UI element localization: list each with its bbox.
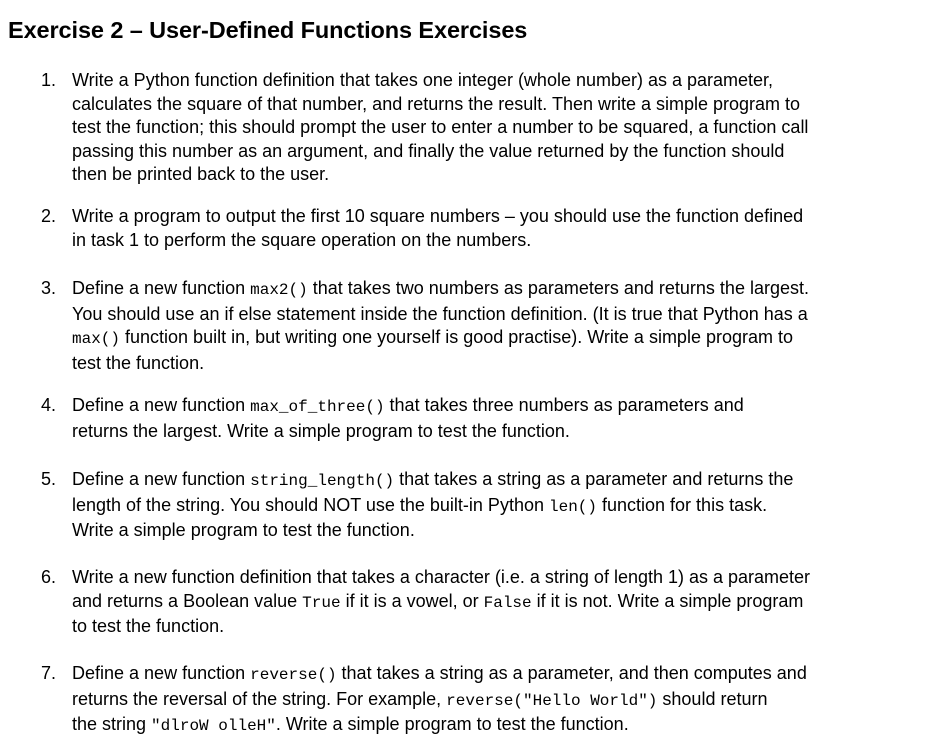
exercise-line bbox=[72, 494, 912, 520]
exercise-line bbox=[72, 116, 912, 140]
exercise-text bbox=[72, 468, 912, 543]
exercise-line bbox=[72, 326, 912, 352]
text-segment: test the function; this should prompt the user to enter a number to be squared, a function call bbox=[72, 117, 809, 137]
exercise-line bbox=[72, 352, 912, 376]
code-snippet: len() bbox=[548, 497, 597, 516]
text-segment: function built in, but writing one yourself is good practise). Write a simple program to bbox=[120, 327, 793, 347]
exercise-line bbox=[72, 140, 912, 164]
code-snippet: max() bbox=[72, 330, 121, 348]
exercise-line bbox=[72, 163, 912, 187]
text-segment: Define a new function bbox=[72, 469, 251, 489]
code-snippet: "dlroW olleH" bbox=[151, 717, 276, 735]
text-segment: Write a simple program to test the function. bbox=[72, 520, 415, 540]
text-segment: Define a new function bbox=[72, 395, 251, 415]
text-segment: if it is not. Write a simple program bbox=[531, 590, 804, 611]
exercise-line bbox=[72, 590, 912, 616]
text-segment: test the function. bbox=[72, 352, 205, 373]
text-segment: function for this task. bbox=[597, 494, 768, 515]
text-segment: Write a new function definition that takes a character (i.e. a string of length 1) as a parameter bbox=[72, 567, 811, 587]
exercise-line bbox=[72, 93, 912, 117]
exercise-number: 3. bbox=[41, 278, 57, 298]
exercise-line bbox=[72, 394, 912, 420]
text-segment: calculates the square of that number, and returns the result. Then write a simple program to bbox=[72, 93, 801, 114]
exercise-line bbox=[72, 468, 912, 494]
text-segment: . Write a simple program to test the function. bbox=[275, 714, 629, 734]
text-segment: Write a Python function definition that takes one integer (whole number) as a parameter, bbox=[72, 70, 774, 90]
exercise-number: 2. bbox=[41, 206, 57, 226]
text-segment: Write a program to output the first 10 square numbers – you should use the function defined bbox=[72, 206, 804, 226]
exercise-text bbox=[72, 69, 912, 187]
code-snippet: reverse("Hello World") bbox=[446, 691, 658, 710]
exercise-number: 1. bbox=[41, 70, 57, 90]
text-segment: Define a new function bbox=[72, 663, 251, 683]
text-segment: returns the largest. Write a simple program to test the function. bbox=[72, 420, 570, 441]
exercise-line bbox=[72, 566, 912, 590]
text-segment: that takes a string as a parameter, and then computes and bbox=[336, 663, 807, 683]
text-segment: to test the function. bbox=[72, 616, 225, 636]
exercise-line bbox=[72, 303, 912, 327]
text-segment: that takes three numbers as parameters and bbox=[384, 395, 744, 415]
exercise-text bbox=[72, 277, 912, 375]
exercise-line bbox=[72, 277, 912, 303]
exercise-text bbox=[72, 662, 912, 739]
text-segment: that takes two numbers as parameters and returns the largest. bbox=[307, 278, 809, 298]
exercise-line bbox=[72, 205, 912, 229]
exercise-text bbox=[72, 566, 912, 639]
exercise-line bbox=[72, 688, 912, 714]
text-segment: and returns a Boolean value bbox=[72, 590, 303, 611]
text-segment: passing this number as an argument, and finally the value returned by the function should bbox=[72, 140, 785, 161]
code-snippet: string_length() bbox=[250, 472, 395, 490]
code-snippet: True bbox=[302, 593, 341, 612]
exercise-line bbox=[72, 615, 912, 639]
exercise-number: 7. bbox=[41, 663, 57, 683]
code-snippet: False bbox=[483, 593, 532, 612]
exercise-line bbox=[72, 420, 912, 444]
text-segment: in task 1 to perform the square operation on the numbers. bbox=[72, 229, 532, 250]
exercise-line bbox=[72, 662, 912, 688]
exercise-number: 4. bbox=[41, 395, 57, 415]
code-snippet: max2() bbox=[250, 281, 308, 299]
text-segment: should return bbox=[657, 688, 768, 709]
text-segment: length of the string. You should NOT use the built-in Python bbox=[72, 494, 549, 515]
text-segment: if it is a vowel, or bbox=[340, 590, 484, 611]
exercise-text bbox=[72, 205, 912, 252]
text-segment: then be printed back to the user. bbox=[72, 164, 330, 184]
text-segment: that takes a string as a parameter and returns the bbox=[394, 469, 794, 489]
code-snippet: max_of_three() bbox=[250, 398, 385, 416]
text-segment: You should use an if else statement inside the function definition. (It is true that Python has a bbox=[72, 303, 808, 324]
exercise-line bbox=[72, 713, 912, 739]
code-snippet: reverse() bbox=[250, 666, 337, 684]
exercise-number: 5. bbox=[41, 469, 57, 489]
exercise-line bbox=[72, 229, 912, 253]
page-title: Exercise 2 – User-Defined Functions Exercises bbox=[8, 17, 528, 43]
exercise-number: 6. bbox=[41, 567, 57, 587]
exercise-line bbox=[72, 519, 912, 543]
text-segment: Define a new function bbox=[72, 278, 251, 298]
text-segment: the string bbox=[72, 714, 152, 734]
exercise-text bbox=[72, 394, 912, 443]
text-segment: returns the reversal of the string. For example, bbox=[72, 688, 447, 709]
exercise-line bbox=[72, 69, 912, 93]
